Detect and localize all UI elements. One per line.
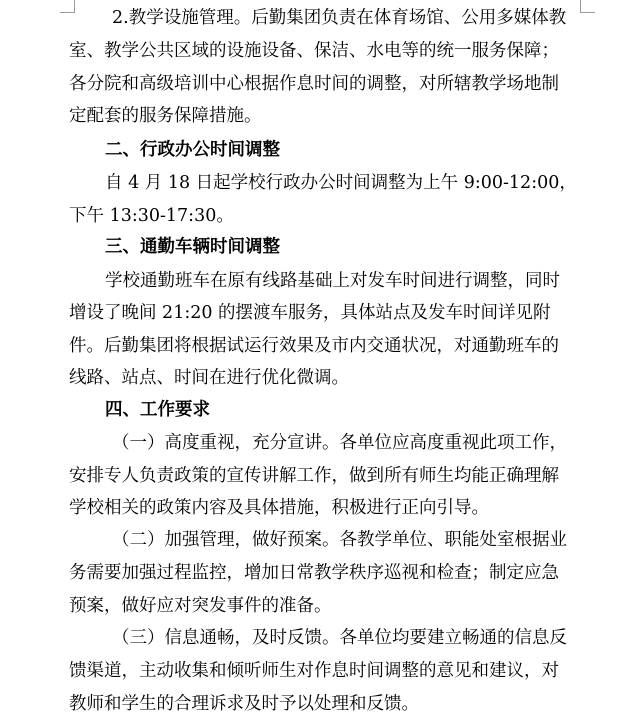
paragraph-line: 教师和学生的合理诉求及时予以处理和反馈。 xyxy=(69,694,419,714)
paragraph-line: 定配套的服务保障措施。 xyxy=(69,106,262,126)
paragraph-line: （一）高度重视，充分宣讲。各单位应高度重视此项工作， xyxy=(112,433,567,453)
paragraph-line: 安排专人负责政策的宣传讲解工作，做到所有师生均能正确理解 xyxy=(69,466,559,486)
paragraph-line: 自 4 月 18 日起学校行政办公时间调整为上午 9:00-12:00， xyxy=(105,173,577,193)
margin-corner-mark xyxy=(580,0,595,13)
paragraph-line: 增设了晚间 21:20 的摆渡车服务，具体站点及发车时间详见附 xyxy=(69,303,551,323)
paragraph-line: （二）加强管理，做好预案。各教学单位、职能处室根据业 xyxy=(112,530,567,550)
margin-corner-mark xyxy=(60,0,75,13)
paragraph-line: （三）信息通畅，及时反馈。各单位均要建立畅通的信息反 xyxy=(112,628,567,648)
section-heading: 四、工作要求 xyxy=(105,400,210,420)
paragraph-line: 馈渠道，主动收集和倾听师生对作息时间调整的意见和建议，对 xyxy=(69,661,559,681)
paragraph-line: 务需要加强过程监控，增加日常教学秩序巡视和检查；制定应急 xyxy=(69,563,559,583)
paragraph-line: 各分院和高级培训中心根据作息时间的调整，对所辖教学场地制 xyxy=(69,74,559,94)
paragraph-line: 下午 13:30-17:30。 xyxy=(69,206,234,226)
section-heading: 二、行政办公时间调整 xyxy=(105,140,280,160)
paragraph-line: 线路、站点、时间在进行优化微调。 xyxy=(69,368,349,388)
section-heading: 三、通勤车辆时间调整 xyxy=(105,237,280,257)
paragraph-line: 学校通勤班车在原有线路基础上对发车时间进行调整，同时 xyxy=(105,271,560,291)
paragraph-line: 学校相关的政策内容及具体措施，积极进行正向引导。 xyxy=(69,498,489,518)
paragraph-line: 2.教学设施管理。后勤集团负责在体育场馆、公用多媒体教 xyxy=(112,8,567,28)
paragraph-line: 室、教学公共区域的设施设备、保洁、水电等的统一服务保障； xyxy=(69,41,559,61)
paragraph-line: 件。后勤集团将根据试运行效果及市内交通状况，对通勤班车的 xyxy=(69,336,559,356)
paragraph-line: 预案，做好应对突发事件的准备。 xyxy=(69,596,332,616)
